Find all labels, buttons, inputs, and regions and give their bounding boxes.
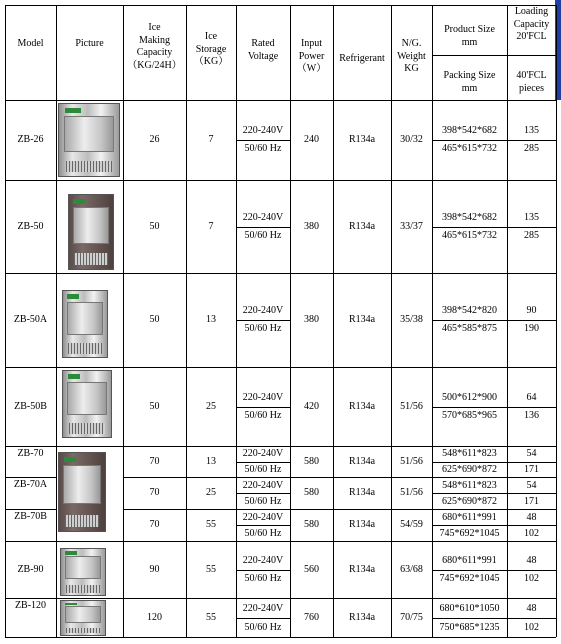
storage-door-icon: [67, 302, 104, 335]
column-rule: [56, 5, 57, 637]
row-packing-size: 625*690*872: [442, 495, 497, 507]
row-loading-20fcl: 90: [526, 305, 537, 316]
voltage-split-rule: [236, 493, 290, 494]
row-packing-size: 625*690*872: [442, 463, 497, 475]
header-voltage-line: Voltage: [247, 50, 279, 62]
row-voltage: 220-240V: [242, 511, 284, 523]
storage-door-icon: [65, 606, 102, 623]
row-rule: [123, 446, 556, 447]
row-product-size: 680*611*991: [442, 554, 497, 566]
row-refrigerant: R134a: [348, 220, 376, 232]
storage-door-icon: [67, 382, 107, 415]
header-loading-20fcl-line: 20'FCL: [516, 31, 547, 42]
row-refrigerant: R134a: [348, 455, 376, 467]
header-capacity-line: Ice: [148, 22, 161, 33]
row-frequency: 50/60 Hz: [244, 495, 282, 507]
size-split-rule: [432, 227, 556, 228]
row-frequency: 50/60 Hz: [244, 572, 282, 584]
vent-grille-icon: [66, 628, 99, 633]
ice-machine-image: [58, 452, 106, 532]
row-storage: 25: [206, 487, 216, 498]
control-panel-icon: [67, 294, 78, 299]
header-product-size-line: Product Size: [444, 24, 495, 35]
row-loading-40fcl: 171: [524, 495, 539, 507]
control-panel-icon: [73, 199, 84, 204]
row-loading-40fcl: 190: [524, 323, 539, 334]
row-storage: 7: [208, 134, 214, 145]
header-weight-line: Weight: [397, 50, 426, 62]
row-rule: [123, 509, 556, 510]
row-product-size: 548*611*823: [442, 448, 497, 460]
row-loading-40fcl: 102: [524, 622, 539, 634]
row-packing-size: 465*585*875: [442, 323, 497, 334]
header-storage-line: （KG）: [193, 56, 229, 67]
row-voltage: 220-240V: [242, 448, 284, 460]
row-loading-40fcl: 171: [524, 463, 539, 475]
row-weight: 33/37: [400, 220, 423, 232]
storage-door-icon: [65, 556, 102, 579]
header-bottom-rule: [5, 100, 556, 101]
row-refrigerant: R134a: [348, 400, 376, 412]
table-top-rule: [5, 5, 556, 6]
row-weight: 51/56: [400, 455, 423, 467]
row-frequency: 50/60 Hz: [244, 463, 282, 475]
row-storage: 55: [206, 611, 216, 623]
header-weight-line: KG: [404, 63, 419, 74]
row-loading-20fcl: 135: [524, 125, 539, 136]
row-loading-20fcl: 54: [526, 479, 537, 491]
ice-machine-image: [60, 600, 106, 636]
header-product-size-line: mm: [461, 36, 478, 48]
storage-door-icon: [63, 465, 102, 504]
vent-grille-icon: [74, 253, 107, 265]
storage-door-icon: [73, 207, 110, 244]
row-refrigerant: R134a: [348, 519, 376, 530]
header-voltage-line: Rated: [251, 38, 275, 49]
header-power: [290, 38, 333, 76]
row-voltage: 220-240V: [242, 211, 284, 223]
picture-row-rule: [56, 180, 123, 181]
row-loading-40fcl: 285: [524, 229, 539, 241]
column-rule: [507, 5, 508, 637]
row-model: ZB-50: [17, 220, 44, 232]
row-loading-40fcl: 102: [524, 572, 539, 584]
row-weight: 30/32: [400, 134, 423, 145]
row-frequency: 50/60 Hz: [244, 409, 282, 421]
control-panel-icon: [68, 374, 80, 379]
vent-grille-icon: [68, 343, 101, 354]
size-split-rule: [432, 570, 556, 571]
voltage-split-rule: [236, 140, 290, 141]
row-rule: [123, 598, 556, 599]
control-panel-icon: [65, 603, 76, 605]
header-packing-size-line: mm: [461, 82, 478, 94]
column-rule: [556, 5, 557, 637]
row-rule: [5, 477, 56, 478]
picture-row-rule: [56, 598, 123, 599]
row-model: ZB-70B: [14, 511, 47, 522]
row-refrigerant: R134a: [348, 487, 376, 498]
header-product-size: [432, 24, 507, 49]
storage-door-icon: [64, 116, 114, 152]
vent-grille-icon: [69, 423, 106, 434]
column-rule: [290, 5, 291, 637]
row-storage: 55: [206, 519, 216, 530]
row-packing-size: 465*615*732: [442, 229, 497, 241]
ice-machine-image: [60, 548, 106, 596]
row-product-size: 398*542*820: [442, 305, 497, 316]
voltage-split-rule: [236, 618, 290, 619]
row-voltage: 220-240V: [242, 554, 284, 566]
row-product-size: 680*611*991: [442, 511, 497, 523]
column-rule: [236, 5, 237, 637]
row-product-size: 398*542*682: [442, 125, 497, 136]
header-split-rule: [432, 55, 556, 56]
picture-row-rule: [56, 367, 123, 368]
header-power-line: Power: [298, 50, 325, 62]
row-model: ZB-90: [17, 563, 44, 575]
row-loading-20fcl: 48: [526, 511, 537, 523]
row-weight: 51/56: [400, 487, 423, 498]
row-refrigerant: R134a: [348, 134, 376, 145]
column-rule: [186, 5, 187, 637]
header-voltage: [236, 38, 290, 63]
row-rule: [5, 541, 56, 542]
row-refrigerant: R134a: [348, 314, 376, 325]
size-split-rule: [432, 140, 556, 141]
row-product-size: 398*542*682: [442, 211, 497, 223]
header-packing-size: [432, 70, 507, 95]
picture-row-rule: [56, 273, 123, 274]
row-loading-40fcl: 102: [524, 527, 539, 539]
row-power: 580: [304, 455, 319, 467]
row-power: 580: [304, 519, 319, 530]
row-packing-size: 750*685*1235: [439, 622, 500, 634]
header-loading-20fcl-line: Capacity: [513, 18, 550, 30]
row-frequency: 50/60 Hz: [244, 323, 282, 334]
header-power-line: Input: [300, 38, 323, 49]
row-power: 380: [304, 314, 319, 325]
vent-grille-icon: [65, 515, 100, 527]
row-power: 240: [304, 134, 319, 145]
row-rule: [5, 273, 56, 274]
header-loading-20fcl: [507, 6, 556, 44]
row-capacity: 50: [149, 400, 160, 412]
row-weight: 54/59: [400, 519, 423, 530]
row-weight: 70/75: [400, 611, 423, 623]
row-rule: [5, 637, 56, 638]
row-packing-size: 745*692*1045: [439, 572, 500, 584]
row-rule: [123, 477, 556, 478]
header-capacity: [123, 22, 186, 72]
row-rule: [5, 180, 56, 181]
header-weight-line: N/G.: [401, 38, 422, 49]
row-capacity: 26: [149, 134, 160, 145]
row-capacity: 120: [147, 611, 162, 623]
row-model: ZB-70: [17, 448, 44, 459]
header-power-line: （W）: [296, 63, 327, 74]
column-rule: [5, 5, 6, 637]
vent-grille-icon: [66, 161, 112, 173]
row-loading-40fcl: 285: [524, 143, 539, 154]
row-power: 560: [304, 563, 319, 575]
row-loading-40fcl: 136: [524, 409, 539, 421]
row-loading-20fcl: 54: [526, 448, 537, 460]
row-refrigerant: R134a: [348, 563, 376, 575]
picture-row-rule: [56, 637, 123, 638]
header-capacity-line: Capacity: [136, 47, 173, 58]
row-weight: 51/56: [400, 400, 423, 412]
row-model: ZB-70A: [13, 479, 48, 490]
row-model: ZB-50A: [13, 314, 48, 325]
row-voltage: 220-240V: [242, 305, 284, 316]
vent-grille-icon: [66, 585, 99, 592]
row-product-size: 548*611*823: [442, 479, 497, 491]
row-rule: [5, 446, 56, 447]
ice-machine-image: [58, 103, 120, 177]
header-storage: [186, 31, 236, 69]
ice-machine-image: [62, 370, 112, 438]
control-panel-icon: [65, 551, 76, 554]
size-split-rule: [432, 462, 556, 463]
picture-row-rule: [56, 541, 123, 542]
row-rule: [123, 541, 556, 542]
voltage-split-rule: [236, 320, 290, 321]
row-storage: 25: [206, 400, 216, 412]
column-rule: [123, 5, 124, 637]
row-frequency: 50/60 Hz: [244, 229, 282, 241]
row-capacity: 90: [149, 563, 160, 575]
control-panel-icon: [65, 108, 81, 113]
row-storage: 7: [208, 220, 214, 232]
row-capacity: 50: [149, 220, 160, 232]
voltage-split-rule: [236, 462, 290, 463]
header-packing-size-line: Packing Size: [443, 70, 496, 81]
picture-row-rule: [56, 446, 123, 447]
control-panel-icon: [64, 457, 76, 462]
row-refrigerant: R134a: [348, 611, 376, 623]
row-voltage: 220-240V: [242, 479, 284, 491]
row-capacity: 70: [149, 519, 160, 530]
row-frequency: 50/60 Hz: [244, 527, 282, 539]
voltage-split-rule: [236, 227, 290, 228]
row-loading-20fcl: 64: [526, 391, 537, 403]
column-rule: [391, 5, 392, 637]
row-packing-size: 570*685*965: [442, 409, 497, 421]
row-product-size: 680*610*1050: [439, 602, 500, 614]
voltage-split-rule: [236, 525, 290, 526]
row-voltage: 220-240V: [242, 602, 284, 614]
row-capacity: 50: [149, 314, 160, 325]
row-loading-20fcl: 135: [524, 211, 539, 223]
row-voltage: 220-240V: [242, 391, 284, 403]
header-storage-line: Ice: [204, 31, 218, 42]
row-model: ZB-26: [17, 134, 44, 145]
header-loading-40fcl-line: 40'FCL: [516, 70, 547, 81]
row-rule: [123, 637, 556, 638]
size-split-rule: [432, 320, 556, 321]
row-voltage: 220-240V: [242, 125, 284, 136]
voltage-split-rule: [236, 407, 290, 408]
header-model: Model: [17, 38, 44, 49]
row-model: ZB-50B: [14, 400, 47, 412]
header-loading-40fcl: [507, 70, 556, 95]
voltage-split-rule: [236, 570, 290, 571]
row-storage: 13: [206, 314, 216, 325]
header-weight: [391, 38, 432, 76]
row-power: 760: [304, 611, 319, 623]
column-rule: [432, 5, 433, 637]
header-picture: Picture: [75, 38, 104, 49]
header-capacity-line: Making: [138, 34, 171, 46]
size-split-rule: [432, 618, 556, 619]
row-power: 420: [304, 400, 319, 412]
size-split-rule: [432, 525, 556, 526]
row-capacity: 70: [149, 455, 160, 467]
ice-machine-image: [62, 290, 108, 358]
row-storage: 55: [206, 563, 216, 575]
row-rule: [5, 509, 56, 510]
row-rule: [123, 273, 556, 274]
row-power: 580: [304, 487, 319, 498]
row-product-size: 500*612*900: [442, 391, 497, 403]
row-capacity: 70: [149, 487, 160, 498]
header-loading-20fcl-line: Loading: [514, 6, 549, 17]
row-packing-size: 465*615*732: [442, 143, 497, 154]
row-storage: 13: [206, 455, 216, 467]
ice-machine-image: [68, 194, 114, 270]
size-split-rule: [432, 407, 556, 408]
row-packing-size: 745*692*1045: [439, 527, 500, 539]
row-rule: [5, 367, 56, 368]
row-frequency: 50/60 Hz: [244, 143, 282, 154]
row-rule: [123, 180, 556, 181]
header-refrigerant: Refrigerant: [339, 53, 385, 64]
row-weight: 35/38: [400, 314, 423, 325]
header-loading-40fcl-line: pieces: [519, 82, 544, 94]
row-weight: 63/68: [400, 563, 423, 575]
row-rule: [123, 367, 556, 368]
size-split-rule: [432, 493, 556, 494]
row-power: 380: [304, 220, 319, 232]
row-rule: [5, 598, 56, 599]
header-storage-line: Storage: [195, 43, 227, 55]
header-capacity-line: （KG/24H）: [127, 59, 182, 71]
column-rule: [333, 5, 334, 637]
row-loading-20fcl: 48: [526, 554, 537, 566]
row-model: ZB-120: [14, 600, 47, 611]
row-loading-20fcl: 48: [526, 602, 537, 614]
row-frequency: 50/60 Hz: [244, 622, 282, 634]
